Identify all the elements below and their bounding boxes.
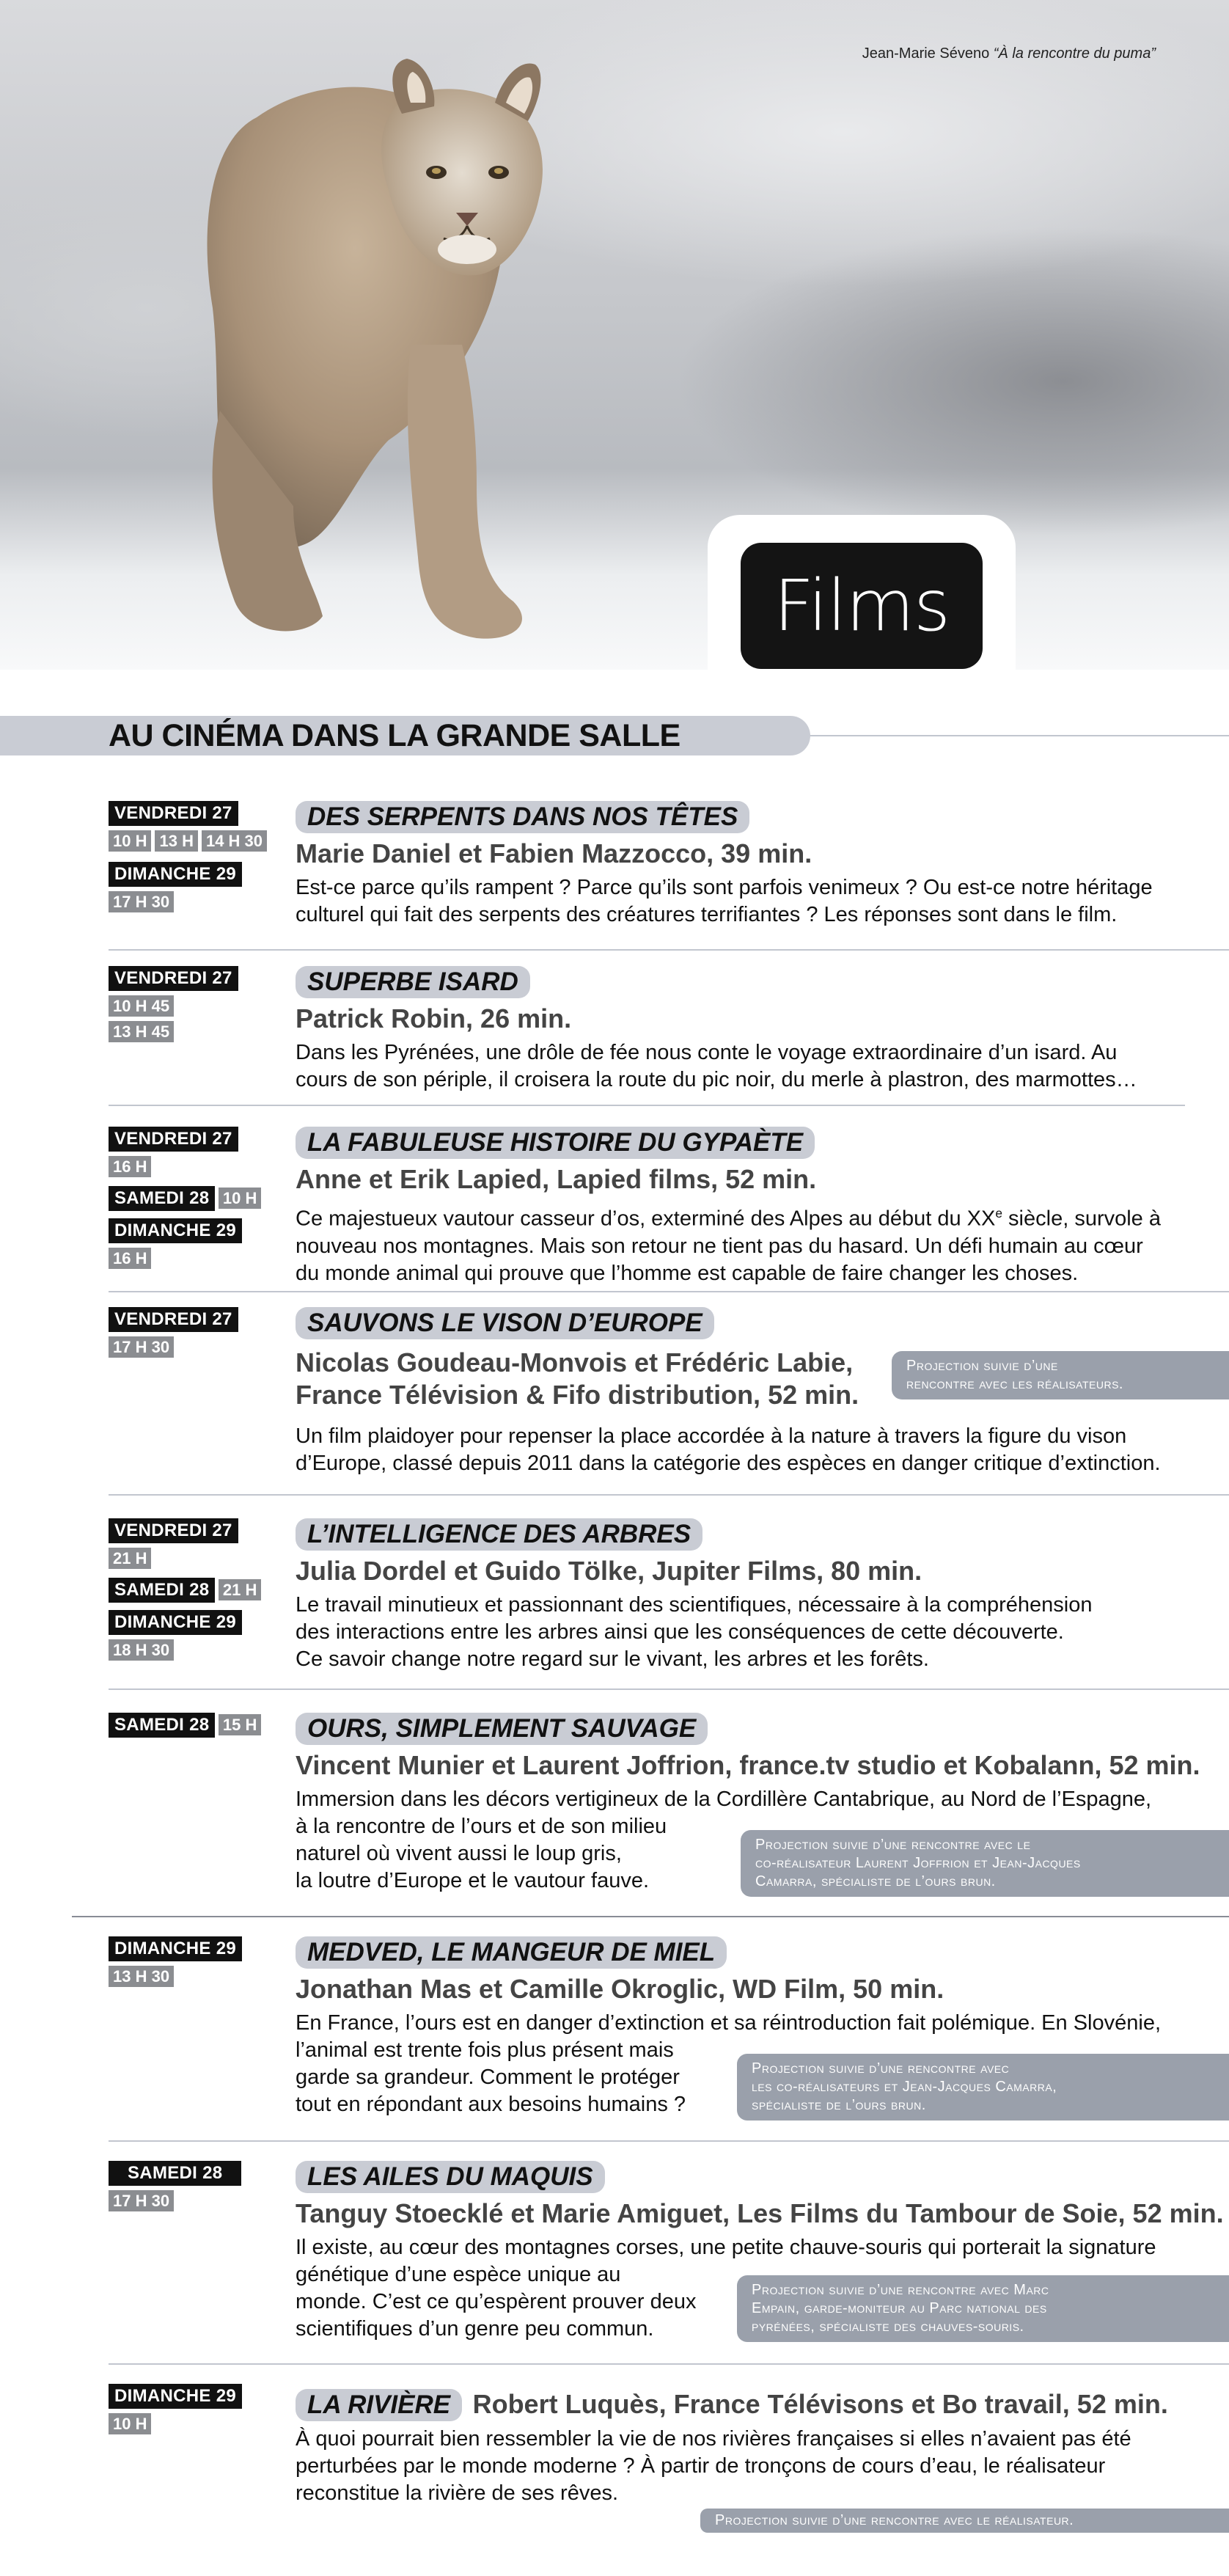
desc-line: du monde animal qui prouve que l’homme est capable de faire changer les choses. — [296, 1261, 1079, 1285]
hero-photo — [0, 0, 1229, 670]
section-title: AU CINÉMA DANS LA GRANDE SALLE — [109, 718, 680, 753]
screening-dates — [109, 801, 285, 917]
desc-line: à la rencontre de l’ours et de son milieu — [296, 1815, 667, 1838]
screening-note — [737, 2054, 1229, 2121]
credit-line: France Télévision & Fifo distribution, 52 min. — [296, 1380, 859, 1410]
day-label: DIMANCHE 29 — [109, 862, 242, 887]
film-title: LES AILES DU MAQUIS — [296, 2161, 605, 2193]
film-content — [296, 801, 1223, 929]
time-label: 13 H 45 — [109, 1021, 174, 1042]
film-credit: Tanguy Stoecklé et Marie Amiguet, Les Films du Tambour de Soie, 52 min. — [296, 2198, 1224, 2228]
time-label: 13 H — [155, 830, 197, 852]
screening-dates — [109, 1127, 285, 1273]
film-description — [296, 1039, 1223, 1094]
film-description — [296, 2426, 1223, 2507]
time-label: 14 H 30 — [202, 830, 267, 852]
desc-line: monde. C’est ce qu’espèrent prouver deux — [296, 2290, 697, 2313]
note-line: Projection suivie d’une rencontre avec Marc — [752, 2282, 1049, 2298]
time-label: 16 H — [109, 1248, 151, 1269]
day-label: SAMEDI 28 — [109, 2161, 241, 2186]
desc-line: cours de son périple, il croisera la route du pic noir, du merle à plastron, des marmottes… — [296, 1068, 1137, 1091]
time-label: 17 H 30 — [109, 891, 174, 912]
day-label: DIMANCHE 29 — [109, 1610, 242, 1635]
desc-line: l’animal est trente fois plus présent mais — [296, 2038, 674, 2062]
note-line: Camarra, spécialiste de l’ours brun. — [755, 1873, 996, 1889]
time-label: 16 H — [109, 1156, 151, 1177]
time-label: 17 H 30 — [109, 1336, 174, 1358]
note-line: rencontre avec les réalisateurs. — [906, 1376, 1123, 1392]
desc-line: tout en répondant aux besoins humains ? — [296, 2093, 686, 2116]
time-label: 10 H — [109, 2413, 151, 2434]
film-credit: Robert Luquès, France Télévisons et Bo travail, 52 min. — [472, 2389, 1168, 2419]
desc-line: d’Europe, classé depuis 2011 dans la catégorie des espèces en danger critique d’extinction. — [296, 1452, 1161, 1475]
desc-line: À quoi pourrait bien ressembler la vie de nos rivières françaises si elles n’avaient pas été — [296, 2427, 1131, 2451]
separator — [109, 1494, 1229, 1496]
separator — [109, 2140, 1229, 2142]
photo-credit — [862, 45, 1156, 62]
film-title: DES SERPENTS DANS NOS TÊTES — [296, 801, 749, 833]
screening-dates — [109, 966, 285, 1047]
desc-line: Il existe, au cœur des montagnes corses, une petite chauve-souris qui porterait la signature — [296, 2236, 1156, 2259]
desc-line: Le travail minutieux et passionnant des scientifiques, nécessaire à la compréhension — [296, 1593, 1093, 1617]
film-content — [296, 2384, 1223, 2507]
desc-line: des interactions entre les arbres ainsi que les conséquences de cette découverte. — [296, 1620, 1064, 1644]
day-label: VENDREDI 27 — [109, 801, 238, 826]
film-title: LA RIVIÈRE — [296, 2389, 462, 2421]
day-label: VENDREDI 27 — [109, 1518, 238, 1543]
separator — [109, 949, 1229, 951]
desc-line: nouveau nos montagnes. Mais son retour ne tient pas du hasard. Un défi humain au cœur — [296, 1234, 1143, 1258]
time-label: 10 H — [219, 1188, 261, 1209]
desc-line: génétique d’une espèce unique au — [296, 2263, 621, 2286]
day-label: SAMEDI 28 — [109, 1186, 215, 1211]
separator — [109, 1291, 1229, 1292]
time-label: 10 H — [109, 830, 151, 852]
screening-dates — [109, 2384, 285, 2439]
film-description — [296, 874, 1223, 929]
film-credit: Jonathan Mas et Camille Okroglic, WD Film, 50 min. — [296, 1974, 944, 2004]
film-title: MEDVED, LE MANGEUR DE MIEL — [296, 1936, 727, 1969]
screening-note — [700, 2509, 1229, 2533]
separator — [72, 1916, 1229, 1917]
note-line: Empain, garde-moniteur au Parc national des — [752, 2300, 1047, 2316]
desc-line: reconstitue la rivière de ses rêves. — [296, 2481, 619, 2505]
film-title: OURS, SIMPLEMENT SAUVAGE — [296, 1713, 708, 1745]
screening-dates — [109, 1307, 285, 1362]
day-label: SAMEDI 28 — [109, 1578, 215, 1603]
film-credit: Anne et Erik Lapied, Lapied films, 52 min. — [296, 1164, 817, 1194]
film-credit: Patrick Robin, 26 min. — [296, 1003, 572, 1033]
note-line: Projection suivie d’une rencontre avec le réalisateur. — [715, 2512, 1074, 2528]
film-credit: Marie Daniel et Fabien Mazzocco, 39 min. — [296, 838, 812, 868]
film-title: LA FABULEUSE HISTOIRE DU GYPAÈTE — [296, 1127, 815, 1159]
film-content — [296, 1127, 1223, 1287]
desc-line: Un film plaidoyer pour repenser la place accordée à la nature à travers la figure du vison — [296, 1424, 1127, 1448]
screening-dates — [109, 1936, 285, 1991]
day-label: DIMANCHE 29 — [109, 1218, 242, 1243]
screening-note — [737, 2275, 1229, 2342]
desc-line: garde sa grandeur. Comment le protéger — [296, 2065, 680, 2089]
desc-line: Est-ce parce qu’ils rampent ? Parce qu’ils sont parfois venimeux ? Ou est-ce notre héritage — [296, 876, 1153, 899]
film-description — [296, 1423, 1223, 1477]
screening-dates — [109, 1713, 285, 1742]
note-line: Projection suivie d’une — [906, 1358, 1058, 1374]
film-title: SAUVONS LE VISON D’EUROPE — [296, 1307, 714, 1339]
screening-dates — [109, 1518, 285, 1665]
desc-line: Ce savoir change notre regard sur le vivant, les arbres et les forêts. — [296, 1647, 929, 1671]
desc-line: culturel qui fait des serpents des créatures terrifiantes ? Les réponses sont dans le film. — [296, 903, 1118, 926]
note-line: Projection suivie d’une rencontre avec le — [755, 1837, 1031, 1853]
time-label: 13 H 30 — [109, 1966, 174, 1987]
day-label: VENDREDI 27 — [109, 1127, 238, 1152]
time-label: 21 H — [109, 1548, 151, 1569]
credit-title: “À la rencontre du puma” — [993, 45, 1156, 62]
desc-line: scientifiques d’un genre peu commun. — [296, 2317, 654, 2341]
day-label: DIMANCHE 29 — [109, 1936, 242, 1961]
desc-line: la loutre d’Europe et le vautour fauve. — [296, 1869, 650, 1892]
time-label: 21 H — [219, 1579, 261, 1600]
day-label: DIMANCHE 29 — [109, 2384, 242, 2409]
note-line: co-réalisateur Laurent Joffrion et Jean-Jacques — [755, 1855, 1081, 1871]
note-line: les co-réalisateurs et Jean-Jacques Camarra, — [752, 2079, 1057, 2095]
film-description — [296, 1592, 1223, 1673]
separator — [109, 1688, 1229, 1690]
desc-line: Dans les Pyrénées, une drôle de fée nous conte le voyage extraordinaire d’un isard. Au — [296, 1041, 1118, 1064]
film-content — [296, 966, 1223, 1094]
desc-line: naturel où vivent aussi le loup gris, — [296, 1842, 622, 1865]
puma-illustration — [169, 29, 682, 660]
day-label: VENDREDI 27 — [109, 966, 238, 991]
time-label: 17 H 30 — [109, 2190, 174, 2211]
time-label: 18 H 30 — [109, 1639, 174, 1661]
day-label: SAMEDI 28 — [109, 1713, 215, 1738]
film-description — [296, 1200, 1223, 1287]
screening-note — [892, 1351, 1229, 1399]
film-title: SUPERBE ISARD — [296, 966, 530, 998]
separator — [109, 1105, 1185, 1106]
time-label: 15 H — [219, 1714, 261, 1735]
desc-line: Ce majestueux vautour casseur d’os, exterminé des Alpes au début du XXe siècle, survole à — [296, 1206, 1161, 1231]
screening-note — [741, 1830, 1229, 1897]
day-label: VENDREDI 27 — [109, 1307, 238, 1332]
note-line: Projection suivie d’une rencontre avec — [752, 2060, 1010, 2076]
film-credit: Vincent Munier et Laurent Joffrion, france.tv studio et Kobalann, 52 min. — [296, 1750, 1200, 1780]
desc-line: En France, l’ours est en danger d’extinction et sa réintroduction fait polémique. En Slovénie, — [296, 2011, 1162, 2035]
film-credit: Julia Dordel et Guido Tölke, Jupiter Films, 80 min. — [296, 1556, 922, 1586]
film-content — [296, 1518, 1223, 1673]
separator — [109, 2363, 1229, 2365]
desc-line: Immersion dans les décors vertigineux de la Cordillère Cantabrique, au Nord de l’Espagne, — [296, 1788, 1152, 1811]
film-title: L’INTELLIGENCE DES ARBRES — [296, 1518, 702, 1551]
credit-line: Nicolas Goudeau-Monvois et Frédéric Labie, — [296, 1347, 854, 1377]
credit-author: Jean-Marie Séveno — [862, 45, 990, 62]
time-label: 10 H 45 — [109, 995, 174, 1017]
note-line: pyrénées, spécialiste des chauves-souris. — [752, 2319, 1024, 2335]
note-line: spécialiste de l’ours brun. — [752, 2097, 926, 2113]
screening-dates — [109, 2161, 285, 2216]
desc-line: perturbées par le monde moderne ? À partir de tronçons de cours d’eau, le réalisateur — [296, 2454, 1106, 2478]
films-badge: Films — [741, 543, 983, 669]
